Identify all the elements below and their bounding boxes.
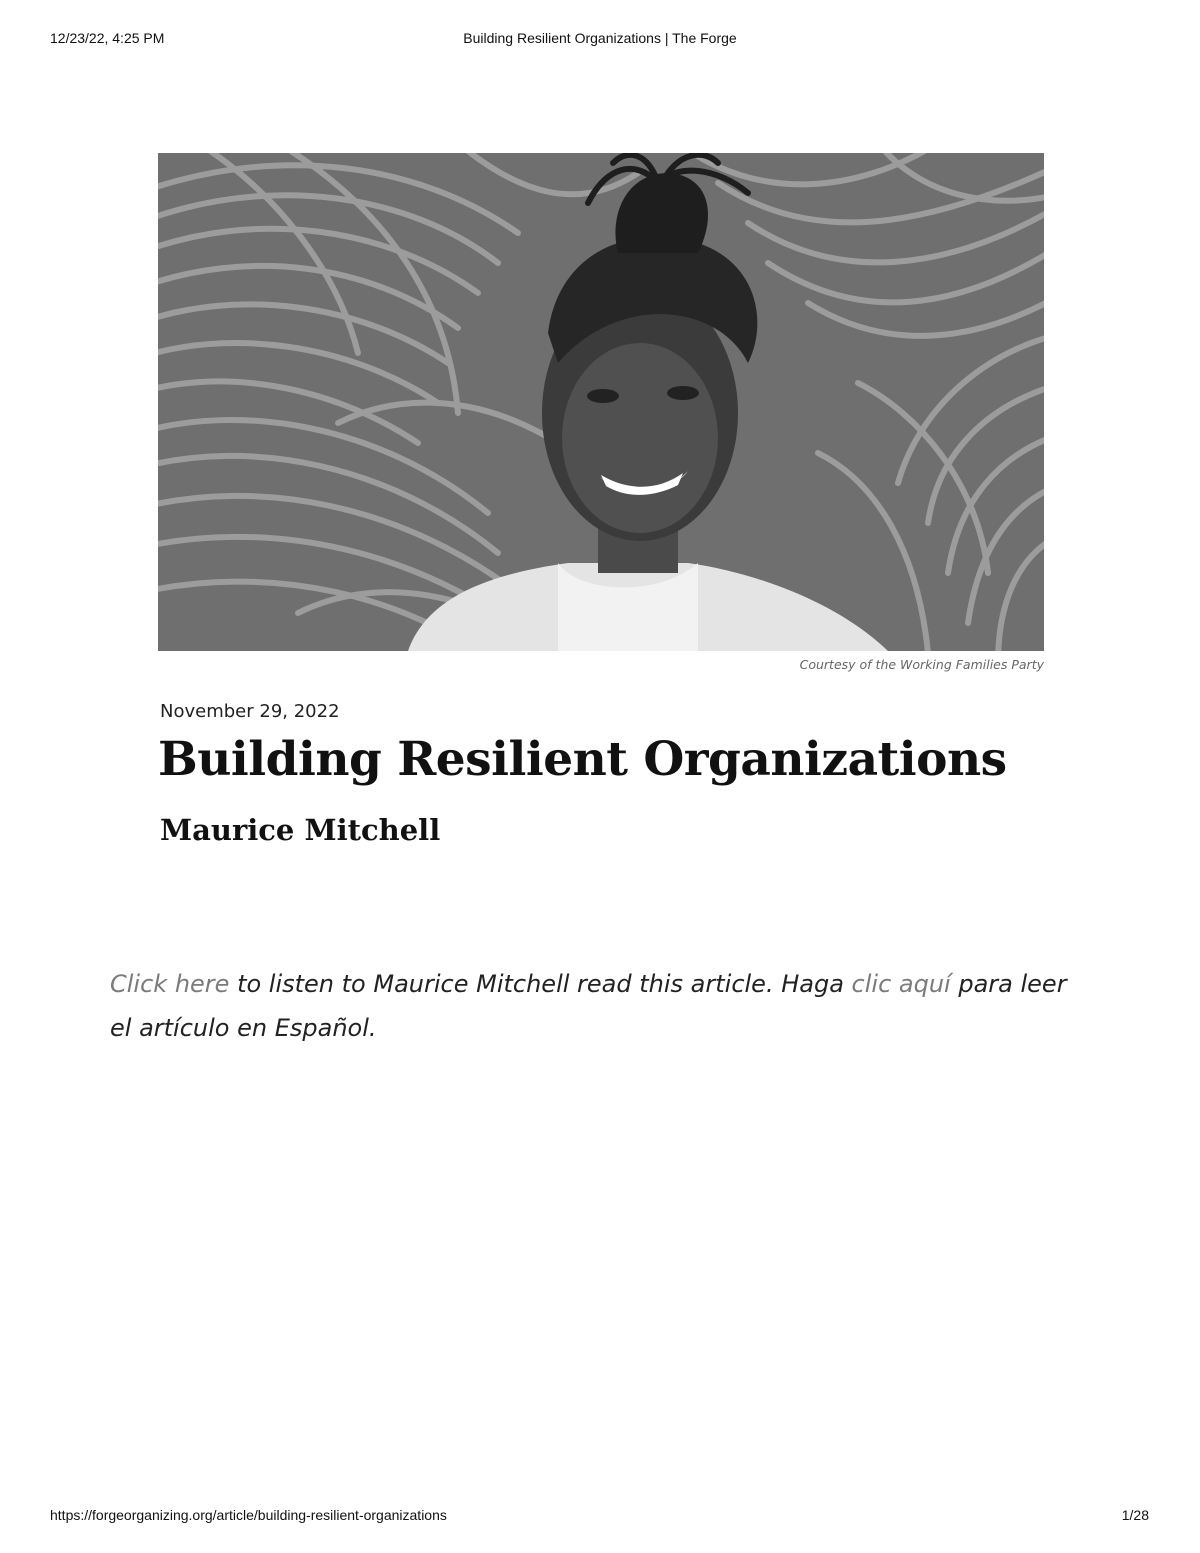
spanish-link[interactable]: clic aquí bbox=[851, 970, 951, 998]
hero-caption: Courtesy of the Working Families Party bbox=[799, 657, 1044, 672]
article-author[interactable]: Maurice Mitchell bbox=[160, 813, 441, 847]
print-datetime: 12/23/22, 4:25 PM bbox=[50, 30, 165, 46]
print-footer bbox=[0, 1507, 1200, 1527]
print-url: https://forgeorganizing.org/article/building-resilient-organizations bbox=[50, 1507, 447, 1523]
listen-link[interactable]: Click here bbox=[110, 970, 230, 998]
hero-photo-illustration bbox=[158, 153, 1044, 651]
article-date: November 29, 2022 bbox=[160, 701, 340, 722]
article-title: Building Resilient Organizations bbox=[158, 732, 1007, 787]
print-page-number: 1/28 bbox=[1121, 1507, 1149, 1523]
print-page-title: Building Resilient Organizations | The Forge bbox=[463, 30, 737, 46]
article-intro bbox=[110, 962, 1070, 1050]
hero-image bbox=[158, 153, 1044, 651]
spanish-text: para leer el artículo en Español. bbox=[110, 970, 1067, 1042]
listen-text: to listen to Maurice Mitchell read this article. Haga bbox=[229, 970, 852, 998]
print-header bbox=[0, 28, 1200, 50]
